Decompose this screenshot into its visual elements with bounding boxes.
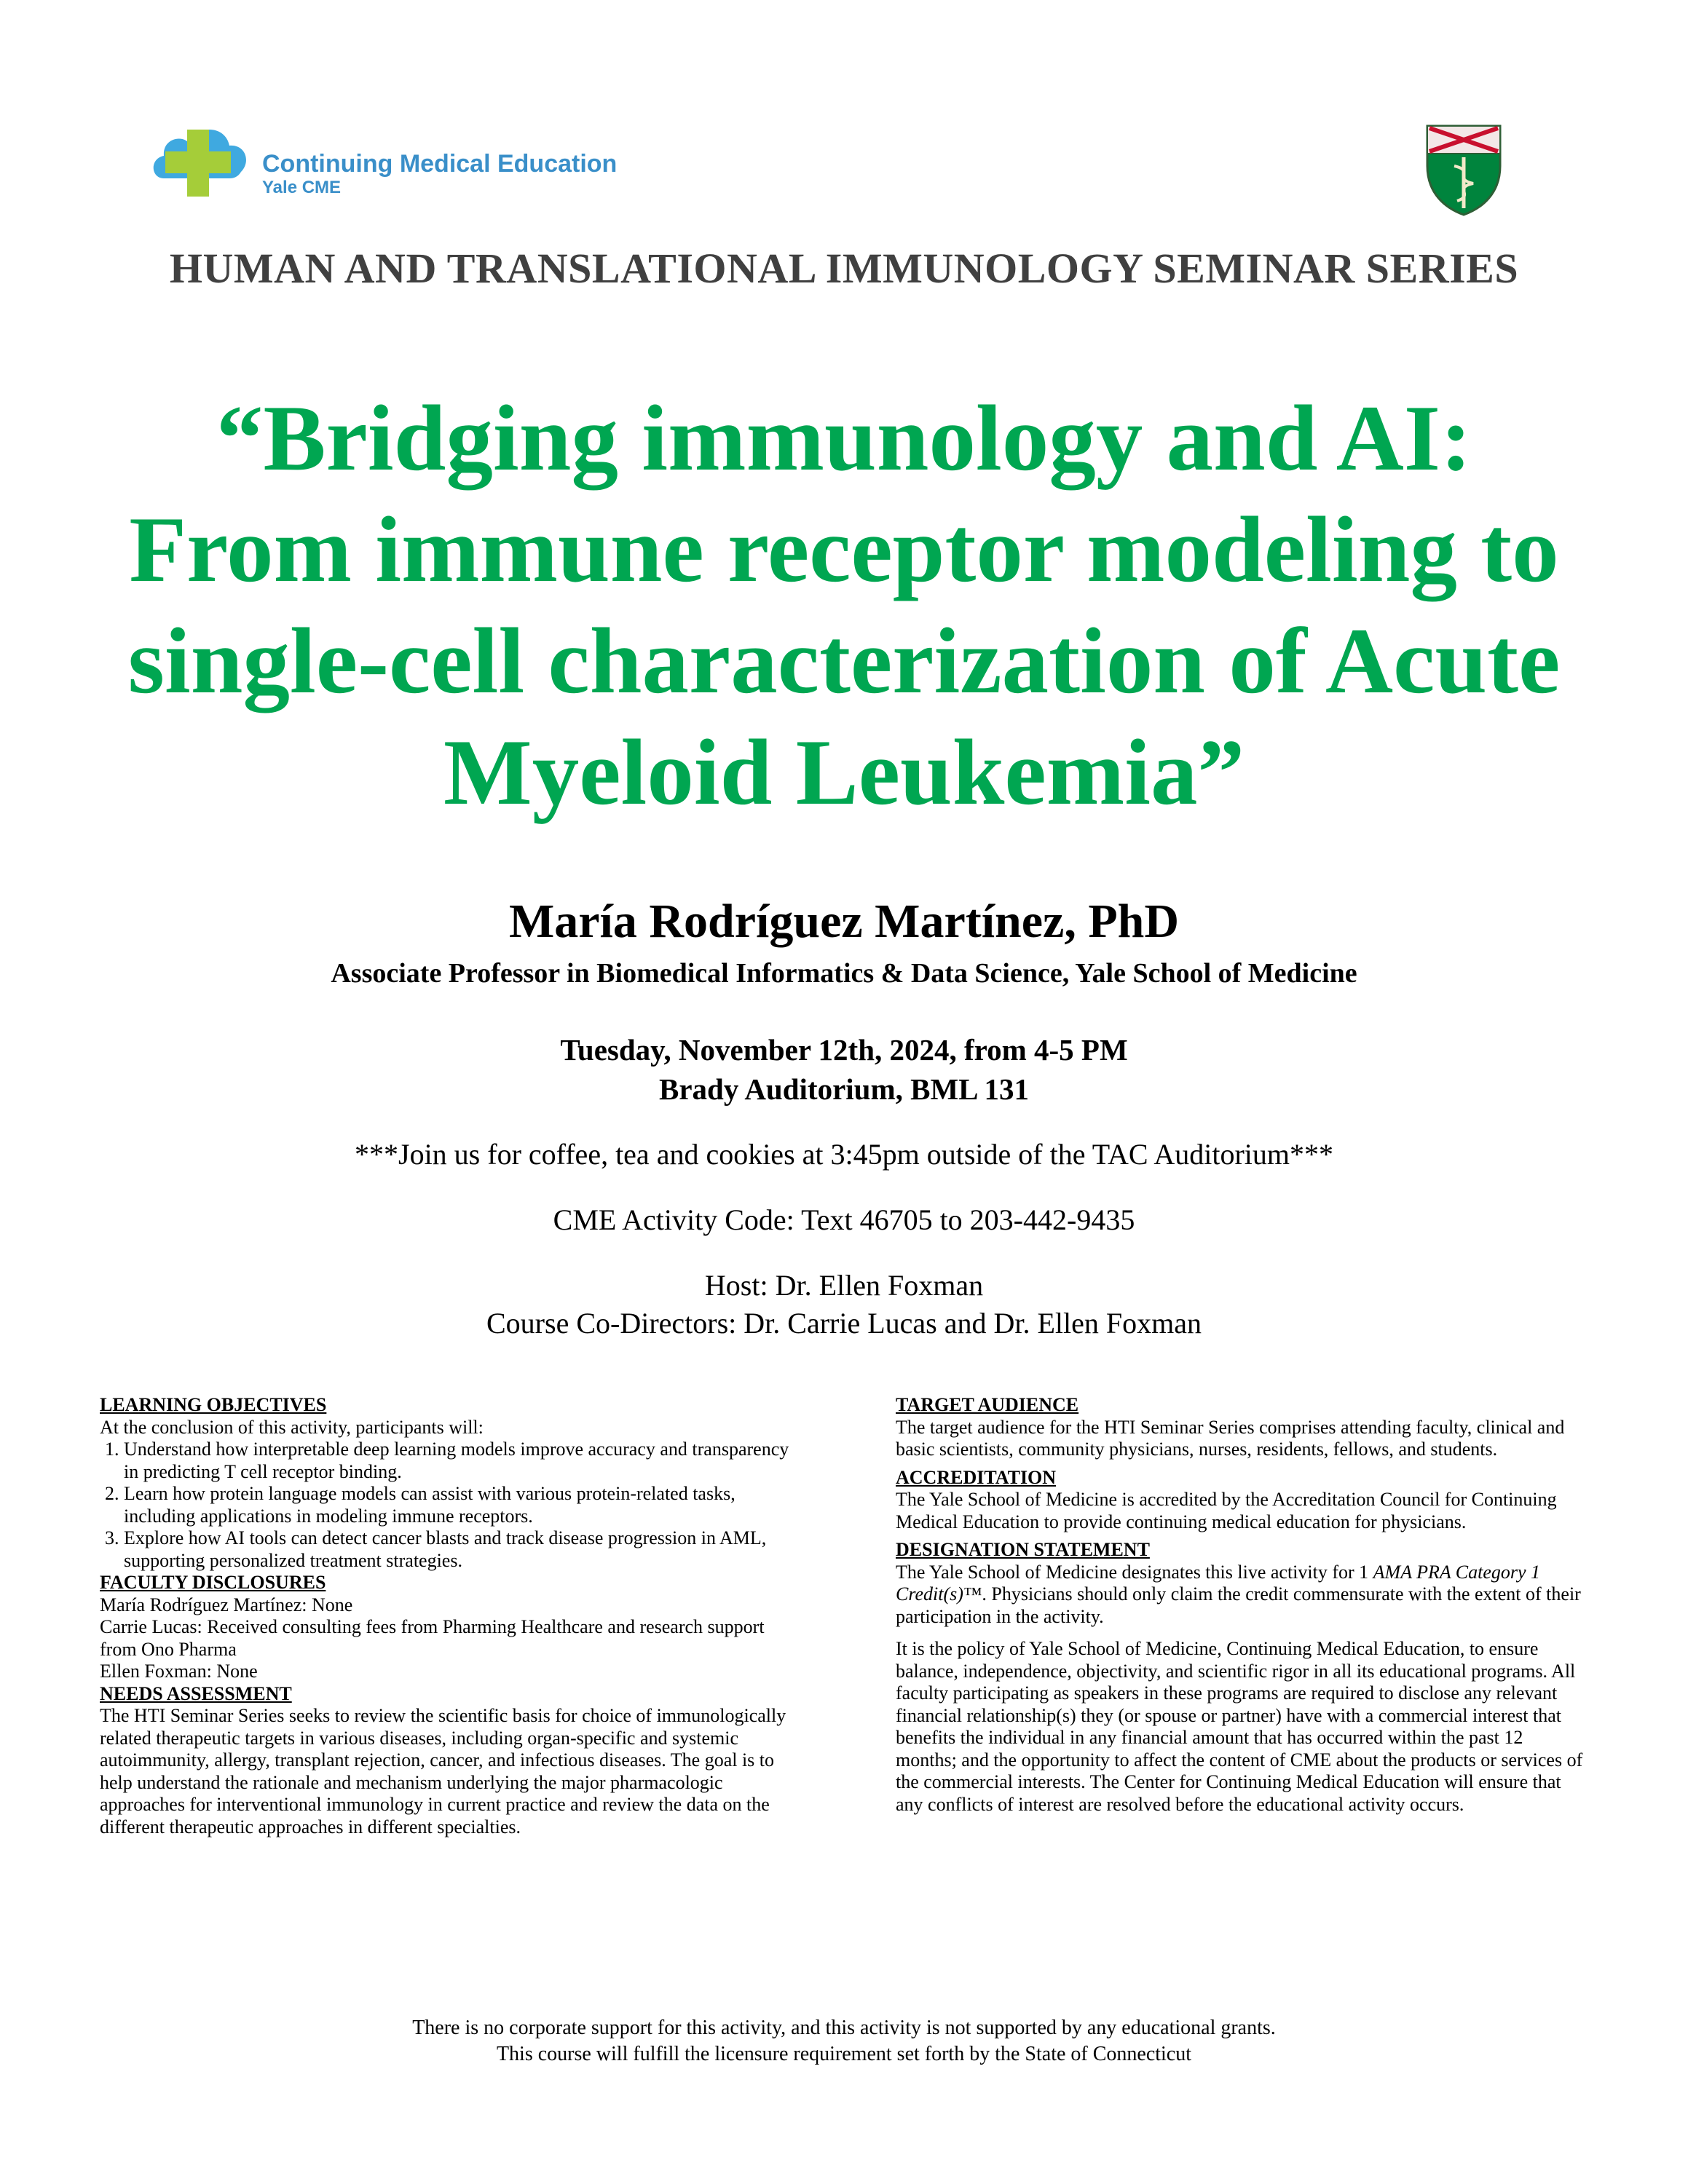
talk-title xyxy=(0,382,1688,828)
accreditation-text: The Yale School of Medicine is accredited by the Accreditation Council for Continuing Medical Education to provide continuing medical education for physicians. xyxy=(896,1489,1557,1532)
learning-objectives-intro: At the conclusion of this activity, participants will: xyxy=(100,1416,484,1438)
event-location: Brady Auditorium, BML 131 xyxy=(658,1072,1029,1106)
designation-credit: AMA PRA Category 1 Credit(s)™ xyxy=(896,1561,1541,1605)
designation-text-start: The Yale School of Medicine designates this live activity for 1 xyxy=(896,1561,1373,1583)
accreditation-heading: ACCREDITATION xyxy=(896,1466,1057,1488)
speaker-affiliation: Associate Professor in Biomedical Informatics & Data Science, Yale School of Medicine xyxy=(331,958,1357,989)
disclosure-line: María Rodríguez Martínez: None xyxy=(100,1594,353,1615)
footer-line: This course will fulfill the licensure requirement set forth by the State of Connecticut xyxy=(496,2043,1192,2065)
talk-title-line: single-cell characterization of Acute xyxy=(127,609,1561,713)
yale-medicine-shield xyxy=(1424,122,1504,217)
cloud-cross-icon xyxy=(149,109,259,200)
right-column xyxy=(896,1394,1588,1816)
faculty-disclosures-heading: FACULTY DISCLOSURES xyxy=(100,1572,326,1593)
logo-name: Continuing Medical Education xyxy=(262,150,618,178)
left-column xyxy=(100,1394,792,1838)
designation-heading: DESIGNATION STATEMENT xyxy=(896,1539,1150,1560)
talk-title-line: Myeloid Leukemia” xyxy=(443,720,1245,824)
event-time-place xyxy=(0,1030,1688,1109)
talk-title-line: From immune receptor modeling to xyxy=(129,497,1559,601)
talk-title-line: “Bridging immunology and AI: xyxy=(216,386,1472,490)
series-title: HUMAN AND TRANSLATIONAL IMMUNOLOGY SEMINAR SERIES xyxy=(169,245,1519,292)
designation-text-end: . Physicians should only claim the credit commensurate with the extent of their participation in the activity. xyxy=(896,1583,1581,1627)
host: Host: Dr. Ellen Foxman xyxy=(704,1269,984,1302)
disclosure-line: Ellen Foxman: None xyxy=(100,1661,258,1682)
target-audience-text: The target audience for the HTI Seminar Series comprises attending faculty, clinical and basic scientists, community physicians, nurses, residents, fellows, and students. xyxy=(896,1416,1565,1460)
footer xyxy=(0,2015,1688,2068)
learning-objectives-heading: LEARNING OBJECTIVES xyxy=(100,1394,327,1415)
needs-assessment-text: The HTI Seminar Series seeks to review the scientific basis for choice of immunologically related therapeutic targets in various diseases, including organ-specific and systemic autoimmunity, allergy, transplant rejection, cancer, and infectious diseases. The goal is to help understand the rationale and mechanism underlying the major pharmacologic approaches for interventional immunology in current practice and review the data on the different therapeutic approaches in different specialties. xyxy=(100,1705,786,1837)
course-directors: Course Co-Directors: Dr. Carrie Lucas and Dr. Ellen Foxman xyxy=(486,1307,1202,1340)
designation-text xyxy=(896,1562,1588,1629)
yale-cme-logo xyxy=(149,109,618,200)
footer-line: There is no corporate support for this activity, and this activity is not supported by any educational grants. xyxy=(412,2017,1276,2039)
refreshments-note: ***Join us for coffee, tea and cookies at 3:45pm outside of the TAC Auditorium*** xyxy=(355,1138,1333,1171)
list-item: 3. Explore how AI tools can detect cancer blasts and track disease progression in AML, supporting personalized treatment strategies. xyxy=(124,1527,792,1572)
speaker-name: María Rodríguez Martínez, PhD xyxy=(508,895,1180,948)
cme-activity-code: CME Activity Code: Text 46705 to 203-442-9435 xyxy=(553,1203,1135,1236)
list-item: 2. Learn how protein language models can assist with various protein-related tasks, including applications in modeling immune receptors. xyxy=(124,1483,792,1527)
host-block xyxy=(0,1267,1688,1342)
learning-objectives-list xyxy=(100,1439,792,1572)
target-audience-heading: TARGET AUDIENCE xyxy=(896,1394,1079,1415)
logo-subtitle: Yale CME xyxy=(262,178,342,197)
shield-icon xyxy=(1424,122,1504,217)
policy-text: It is the policy of Yale School of Medicine, Continuing Medical Education, to ensure balance, independence, objectivity, and scientific rigor in all its educational programs. All faculty participating as speakers in these programs are required to disclose any relevant financial relationship(s) they (or spouse or partner) have with a commercial interest that benefits the individual in any financial amount that has occurred within the past 12 months; and the opportunity to affect the content of CME about the products or services of the commercial interests. The Center for Continuing Medical Education will ensure that any conflicts of interest are resolved before the educational activity occurs. xyxy=(896,1638,1583,1815)
disclosure-line: Carrie Lucas: Received consulting fees from Pharming Healthcare and research support from Ono Pharma xyxy=(100,1616,765,1660)
list-item: 1. Understand how interpretable deep learning models improve accuracy and transparency in predicting T cell receptor binding. xyxy=(124,1439,792,1483)
needs-assessment-heading: NEEDS ASSESSMENT xyxy=(100,1682,292,1704)
event-date: Tuesday, November 12th, 2024, from 4-5 PM xyxy=(560,1033,1128,1067)
